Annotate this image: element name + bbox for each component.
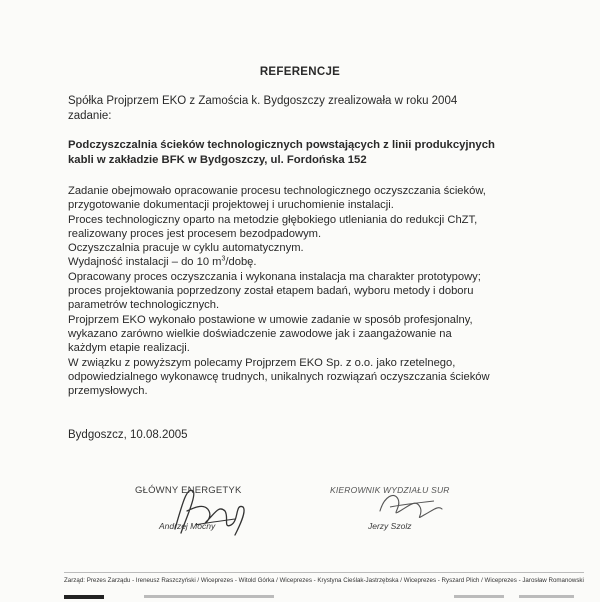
project-subject xyxy=(68,138,548,168)
body-line: każdym etapie realizacji. xyxy=(68,342,190,355)
body-line: realizowany proces jest procesem bezodpadowym. xyxy=(68,227,322,240)
signatory-name: Jerzy Szolz xyxy=(368,521,412,531)
subject-line: Podczyszczalnia ścieków technologicznych powstających z linii produkcyjnych xyxy=(68,139,495,151)
body-line: Proces technologiczny oparto na metodzie głębokiego utleniania do redukcji ChZT, xyxy=(68,213,478,226)
intro-paragraph xyxy=(68,94,538,124)
capacity-superscript: 3 xyxy=(221,255,226,263)
document-title: REFERENCJE xyxy=(259,66,341,78)
body-line: Opracowany proces oczyszczania i wykonana instalacja ma charakter prototypowy; xyxy=(68,270,481,283)
body-line: Oczyszczalnia pracuje w cyklu automatycznym. xyxy=(68,242,304,255)
body-line: przemysłowych. xyxy=(68,385,148,398)
body-line: W związku z powyższym polecamy Projprzem EKO Sp. z o.o. jako rzetelnego, xyxy=(68,356,456,369)
intro-line: Spółka Projprzem EKO z Zamościa k. Bydgoszczy zrealizowała w roku 2004 xyxy=(68,95,458,107)
body-line: Projprzem EKO wykonało postawione w umowie zadanie w sposób profesjonalny, xyxy=(68,313,473,326)
signatory-role: GŁÓWNY ENERGETYK xyxy=(135,485,242,496)
capacity-text: Wydajność instalacji – do 10 m xyxy=(68,256,222,269)
signatory-role: KIEROWNIK WYDZIAŁU SUR xyxy=(330,485,450,495)
intro-line: zadanie: xyxy=(68,110,112,122)
body-line: Zadanie obejmowało opracowanie procesu technologicznego oczyszczania ścieków, xyxy=(68,185,486,197)
footer-divider xyxy=(64,572,584,573)
body-line: parametrów technologicznych. xyxy=(68,299,220,312)
faded-text-icon xyxy=(64,592,600,602)
capacity-unit: /dobę. xyxy=(225,256,257,269)
body-line: przygotowanie dokumentacji projektowej i uruchomienie instalacji. xyxy=(68,199,394,212)
letter-date: Bydgoszcz, 10.08.2005 xyxy=(68,429,188,441)
body-line: proces projektowania poprzedzony został etapem badań, wyboru metody i doboru xyxy=(68,285,474,298)
signature-block-left xyxy=(135,485,295,545)
signature-block-right xyxy=(330,485,490,545)
letter-body xyxy=(68,184,558,398)
footer-board: Zarząd: Prezes Zarządu - Ireneusz Raszczyński / Wiceprezes - Witold Górka / Wiceprezes - Krystyna Cieślak-Jastrzębska / Wiceprezes - Ryszard Plich / Wiceprezes - Jarosław Romanowski xyxy=(64,577,584,584)
capacity-line xyxy=(68,255,558,269)
subject-line: kabli w zakładzie BFK w Bydgoszczy, ul. Fordońska 152 xyxy=(68,154,367,166)
footer-details-faded xyxy=(64,592,600,602)
body-line: odpowiedzialnego wykonawcę trudnych, unikalnych rozwiązań oczyszczania ścieków xyxy=(68,370,490,383)
signatory-name: Andrzej Mocny xyxy=(159,521,216,531)
body-line: wykazano zarówno wielkie doświadczenie zawodowe jak i zaangażowanie na xyxy=(68,327,452,340)
